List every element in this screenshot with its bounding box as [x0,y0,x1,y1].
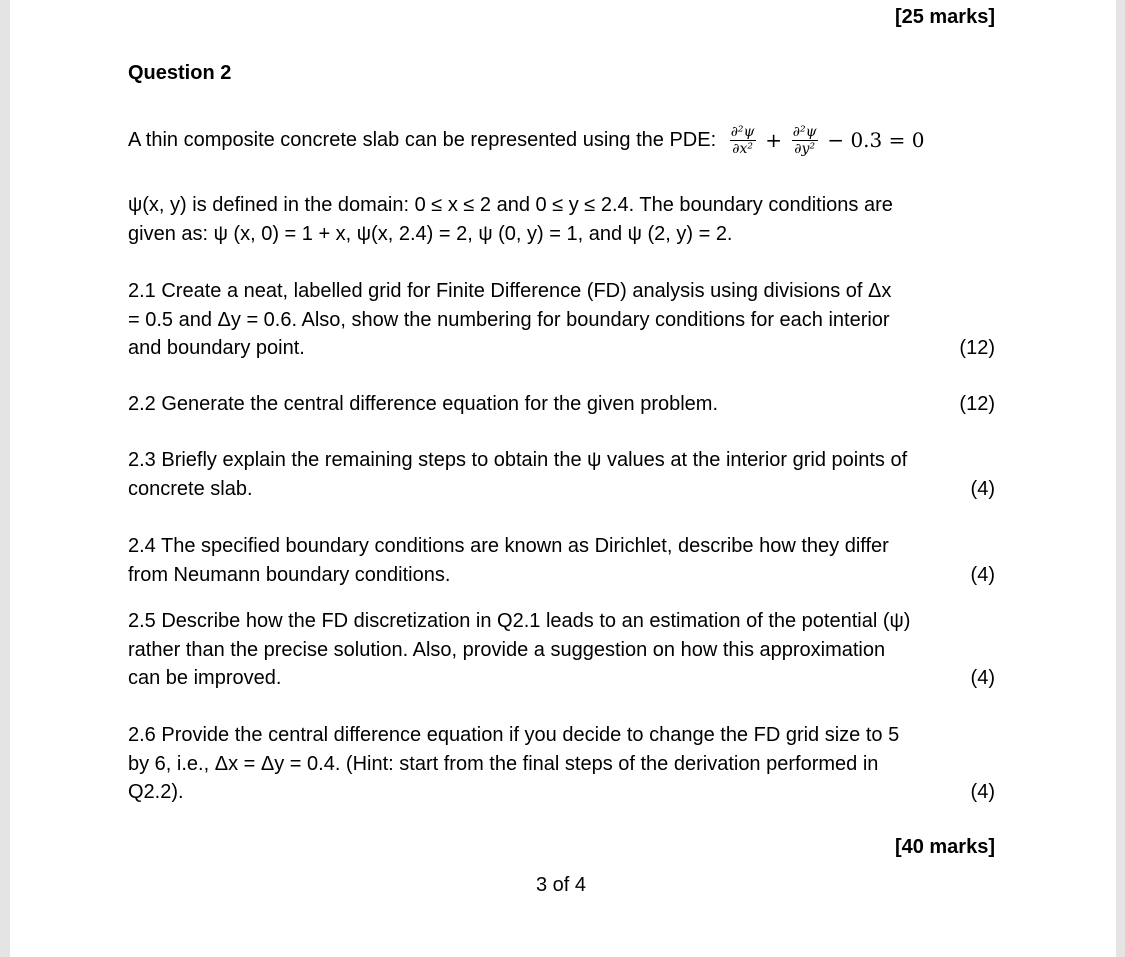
part-line: = 0.5 and Δy = 0.6. Also, show the numbering for boundary conditions for each interior [128,308,890,331]
part-2-1 [128,277,995,363]
question-title: Question 2 [128,62,232,84]
plus-sign: + [765,128,783,153]
part-line: from Neumann boundary conditions. [128,563,451,586]
part-line: 2.1 Create a neat, labelled grid for Finite Difference (FD) analysis using divisions of Δx [128,280,892,302]
pde-statement [128,124,995,157]
total-marks-bottom: [40 marks] [894,836,995,858]
part-line: by 6, i.e., Δx = Δy = 0.4. (Hint: start from the final steps of the derivation performed in [128,752,879,775]
document-page [10,0,1116,957]
part-mark: (4) [970,667,995,689]
part-line: 2.4 The specified boundary conditions are known as Dirichlet, describe how they differ [128,535,889,557]
total-marks-top: [25 marks] [894,6,995,28]
part-mark: (4) [970,781,995,803]
pde-intro: A thin composite concrete slab can be represented using the PDE: [128,128,717,151]
part-line: 2.6 Provide the central difference equation if you decide to change the FD grid size to 5 [128,724,900,746]
pde-rest: − 0.3 = 0 [827,128,925,153]
part-mark: (12) [959,337,995,359]
part-line: 2.2 Generate the central difference equation for the given problem. [128,393,719,415]
part-line: rather than the precise solution. Also, provide a suggestion on how this approximation [128,638,886,661]
part-line: can be improved. [128,667,282,689]
domain-line-2: given as: ψ (x, 0) = 1 + x, ψ(x, 2.4) = 2, ψ (0, y) = 1, and ψ (2, y) = 2. [128,222,733,245]
part-mark: (12) [959,393,995,415]
part-2-4 [128,532,995,589]
part-mark: (4) [970,563,995,586]
part-2-3 [128,446,995,503]
fraction-d2psi-dy2: $\frac{\text{∂²ψ}}{\text{∂y²}}$ [792,124,817,157]
part-2-5 [128,607,995,693]
part-line: and boundary point. [128,337,305,359]
part-line: 2.3 Briefly explain the remaining steps to obtain the ψ values at the interior grid points of [128,449,908,471]
pde-equation [728,124,927,157]
domain-paragraph [128,191,995,248]
fraction-d2psi-dx2: $\frac{\text{∂²ψ}}{\text{∂x²}}$ [730,124,755,157]
part-line: 2.5 Describe how the FD discretization in Q2.1 leads to an estimation of the potential (ψ) [128,610,911,632]
part-mark: (4) [970,477,995,500]
part-2-2 [128,390,995,419]
part-line: concrete slab. [128,477,253,500]
page-number: 3 of 4 [536,874,587,896]
part-2-6 [128,721,995,807]
domain-line-1: ψ(x, y) is defined in the domain: 0 ≤ x ≤ 2 and 0 ≤ y ≤ 2.4. The boundary conditions are [128,194,893,216]
part-line: Q2.2). [128,781,184,803]
